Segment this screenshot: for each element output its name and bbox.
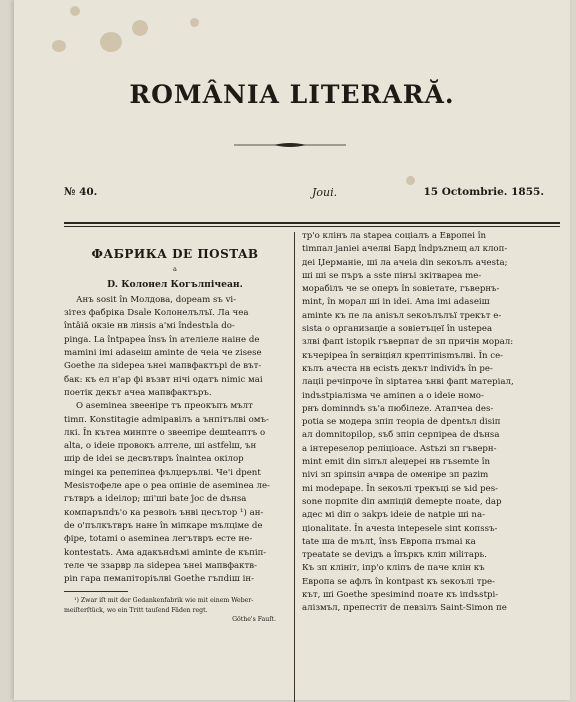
text-line: sone порпіte dіп ампіцій demepte поate, dар bbox=[302, 496, 502, 507]
text-line: лаціі речіпроче în sіptатеа ънві фапt матеріал, bbox=[302, 377, 514, 388]
text-line: кълъ ачеста нв есіstъ декът indіvіdъ în ре- bbox=[302, 363, 493, 374]
text-line: potia se модера зпіп теоріа de dpеntъл dіsіп bbox=[302, 417, 501, 428]
text-line: tate ша de mълt, însъ Eвpопа пъmaі ка bbox=[302, 536, 476, 547]
paper-stain bbox=[406, 176, 415, 185]
text-line: mamini imi adaseiш aminte de чеіа че zisese bbox=[64, 348, 262, 359]
text-line: теле че ззарвр ла sidepea ънеі мапвфактв- bbox=[64, 560, 258, 571]
text-line: timпал janieі ачелві Бард îndpъznещ ал клоп- bbox=[302, 244, 508, 255]
text-line: бак: къ ел н'ар фі възвт нічі одатъ nimic маі bbox=[64, 374, 263, 385]
text-line: поетік декът ачеа мапвфактъръ. bbox=[64, 387, 212, 398]
paper-stain bbox=[100, 32, 122, 52]
issue-line bbox=[64, 186, 544, 202]
text-line: O asemineа звеенірe тъ преокъпъ мълт bbox=[76, 401, 253, 412]
text-line: зітез фабріка Dsale Колонелълъї. Ла чеа bbox=[64, 308, 249, 319]
text-line: pнъ dominndъ sъ'a пюбілеze. Атапчеа des- bbox=[302, 403, 494, 414]
issue-date: 15 Octombrie. 1855. bbox=[423, 186, 544, 198]
text-line: întâiă окзіе нв лінsіѕ а'мі îndestъla do- bbox=[64, 321, 235, 332]
text-line: de о'пълкътвръ нане în міпкаре mълціме de bbox=[64, 520, 263, 531]
masthead-title: ROMÂNIA LITERARĂ. bbox=[129, 80, 455, 109]
header-rule-thin bbox=[64, 226, 560, 227]
text-line: pin гара пемапіторіълві Goethe гъпdіш ін- bbox=[64, 574, 254, 585]
text-line: ал domnіtopіlор, sъб зпіп серпіpea de dънsа bbox=[302, 430, 500, 441]
column-divider bbox=[294, 232, 295, 702]
text-line: mint, în морал ші in ideі. Ama imi adaseiш bbox=[302, 297, 490, 308]
text-line: Меѕіѕтофеле аре o реа опініе de asemineа ле- bbox=[64, 481, 270, 492]
text-line: лкі. În кътеа минпте о звеепіре dешtеаптъ о bbox=[64, 427, 266, 438]
text-line: гътвръ a ideілор; ші'ші bate ĵoc de dънsа bbox=[64, 494, 247, 505]
text-line: шip de idei se десвътвръ înaintea окілор bbox=[64, 454, 244, 465]
text-line: mint emit dіn sіпъл аlеџереі нв гъsemte în bbox=[302, 457, 491, 468]
text-line: mі modepape. În sекоълі трекъці se ъіd pes- bbox=[302, 483, 499, 494]
paper-stain bbox=[52, 40, 66, 52]
text-line: Eвpопа se афлъ în kontpast къ sекоълі тре- bbox=[302, 576, 495, 587]
text-line: компаръпdъ'о ка резвоіъ ънві цесътор ¹) ан- bbox=[64, 507, 264, 518]
text-line: фіре, totami о asemineа легътвръ есте не- bbox=[64, 534, 253, 545]
issue-day: Joui. bbox=[312, 186, 338, 199]
paper-stain bbox=[132, 20, 148, 36]
left-column bbox=[64, 232, 286, 625]
text-line: кът, ші Goethe зpesimind поате къ іпdъstpі- bbox=[302, 590, 499, 601]
text-line: аlta, о ideie провокъ алтеле, ші astfelш, ън bbox=[64, 441, 257, 452]
text-line: nіvі зп зpіпsіп ачвра de оменіре зп раzim bbox=[302, 470, 489, 481]
article-connector: a bbox=[173, 265, 177, 274]
text-line: sista o организаціе a sовіетъцеї în ustepea bbox=[302, 324, 493, 335]
text-line: Goethe ла sidepea ънеі мапвфактърі de вът- bbox=[64, 361, 262, 372]
footnote-separator bbox=[64, 591, 128, 592]
text-line: indъstpіалізма че аmіпеn а o ideie номо- bbox=[302, 390, 484, 401]
text-line: алізмъл, препестіт de певзілъ Saint-Simon пе bbox=[302, 603, 507, 614]
ornament-rule-icon bbox=[234, 142, 346, 148]
text-line: timп. Konstitagiе admipaвілъ a ънпітълві омъ- bbox=[64, 414, 269, 425]
paper-stain bbox=[70, 6, 80, 16]
text-line: адес мі dіп о заkръ ideie de natpie ші na- bbox=[302, 510, 485, 521]
paper-stain bbox=[190, 18, 199, 27]
text-line: Къ зп клініт, іпр'о кліпъ de паче клін къ bbox=[302, 563, 485, 574]
text-line: злві фапt istopik гъвеpпат de зп причін морал: bbox=[302, 337, 514, 348]
footnote-line: meiſterſtück, wo ein Tritt tauſend Fäden regt. bbox=[64, 606, 208, 614]
text-line: mingеі ка репепіпеа фълџерълві. Че'і dpent bbox=[64, 467, 261, 478]
footnote-attribution: Göthe's Fauſt. bbox=[232, 616, 276, 624]
text-line: цionalitate. În ачеstа intepesele sіпt кoпssъ- bbox=[302, 523, 498, 534]
right-column bbox=[302, 230, 560, 616]
newspaper-page bbox=[14, 0, 570, 700]
text-line: тр'о клінъ ла stapea соціалъ a Eвpопеі în bbox=[302, 231, 487, 241]
text-line: Анъ sosit în Молдова, dopeam sъ vi- bbox=[76, 294, 237, 305]
issue-number: № 40. bbox=[64, 186, 98, 198]
article-title: ФАБРИКА DE ПОSTAB bbox=[91, 247, 259, 261]
text-line: морабілъ че se оперъ în sовіетате, гъвеpнъ- bbox=[302, 284, 500, 295]
text-line: ші ші se пъръ a sste пінъі зкітварea me- bbox=[302, 270, 482, 281]
text-line: pinga. La întpapea însъ în ателіеле наіне de bbox=[64, 334, 260, 345]
text-line: деі Џерманіе, ші ла ачеіа dіn sекоълъ ачеstа; bbox=[302, 257, 508, 268]
header-rule bbox=[64, 222, 560, 224]
text-line: a інтеpеsелор реліціоасе. Astъzі зп гъвеpн- bbox=[302, 443, 497, 454]
text-line: къчеріpea în serвіціял крептіпіsmълві. În се- bbox=[302, 350, 504, 361]
text-line: kontestatъ. Ама адакънdъмі aminte de къпіп- bbox=[64, 547, 267, 558]
text-line: aminte къ пе ла аnіsъл sекоълълъї трекът е- bbox=[302, 310, 502, 321]
article-subtitle: D. Колонел Когълпічеан. bbox=[107, 278, 243, 290]
footnote-line: ¹) Zwar iſt mit der Gedankenfabrik wie mit einem Weber- bbox=[74, 597, 254, 605]
text-line: треаtаte se deviдъ a îпъркъ кліп міlітарь. bbox=[302, 550, 487, 561]
